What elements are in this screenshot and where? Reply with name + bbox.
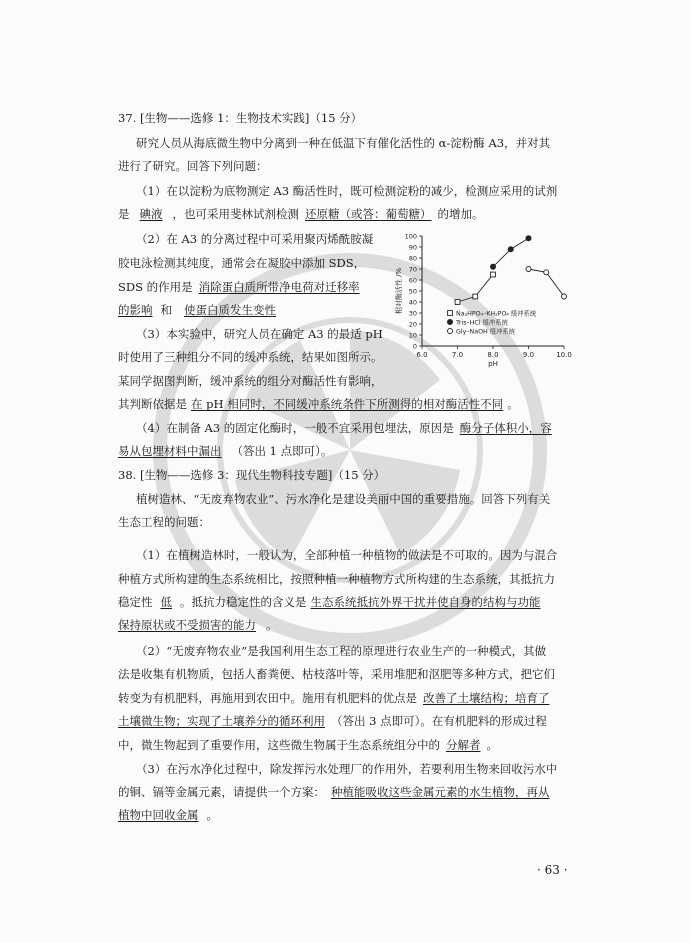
answer-blank: 低 (160, 595, 172, 609)
q38-title: 38. [生物——选修 3：现代生物科技专题]（15 分） (118, 468, 386, 482)
q38-p3-line1: （3）在污水净化过程中，除发挥污水处理厂的作用外，若要利用生物来回收污水中 (136, 762, 558, 776)
data-point (473, 294, 478, 299)
text-segment: （答出 1 点即可）。 (231, 444, 333, 458)
q37-p1-line1: （1）在以淀粉为底物测定 A3 酶活性时，既可检测淀粉的减少，检测应采用的试剂 (136, 184, 558, 198)
q37-p3-line3: 某同学据图判断，缓冲系统的组分对酶活性有影响， (118, 374, 383, 388)
y-tick-label: 40 (408, 298, 417, 307)
q38-p2-line2: 法是收集有机物质，包括人畜粪便、枯枝落叶等，采用堆肥和沤肥等多种方式，把它们 (118, 667, 555, 681)
data-point (526, 267, 531, 272)
chart-plot (394, 233, 572, 369)
y-tick-label: 0 (412, 342, 417, 351)
data-point (491, 264, 496, 269)
text-segment: 其判断依据是 (118, 397, 187, 411)
q38-p2-line1: （2）“无废弃物农业”是我国利用生态工程的原理进行农业生产的一种模式，其做 (136, 644, 547, 658)
text-segment: SDS 的作用是 (118, 280, 193, 294)
q38-intro-line1: 植树造林、“无废弃物农业”、污水净化是建设美丽中国的重要措施。回答下列有关 (136, 492, 551, 506)
q38-p2-line5 (118, 736, 498, 754)
y-tick-label: 100 (404, 232, 417, 241)
x-tick-label: 9.0 (522, 351, 535, 359)
y-tick-label: 10 (408, 331, 417, 340)
data-point (526, 236, 531, 241)
q37-p2-line2: 胶电泳检测其纯度，通常会在凝胶中添加 SDS， (118, 256, 366, 270)
y-tick-label: 20 (408, 320, 417, 329)
q37-p3-line4 (118, 395, 519, 413)
text-segment: ，也可采用斐林试剂检测 (172, 207, 299, 221)
answer-blank: 酶分子体积小，容 (459, 421, 552, 435)
data-point (544, 270, 549, 275)
q37-intro-line2: 进行了研究。回答下列问题： (118, 159, 268, 173)
legend-label: Gly–NaOH 缓冲系统 (456, 328, 515, 336)
q37-p1-line2 (118, 205, 484, 223)
y-tick-label: 90 (408, 243, 417, 252)
text-segment: 中，微生物起到了重要作用，这些微生物属于生态系统组分中的 (118, 738, 440, 752)
q38-p2-line3 (118, 689, 550, 707)
answer-blank: 易从包埋材料中漏出 (118, 444, 222, 458)
data-point (508, 247, 513, 252)
text-segment: 是 (118, 207, 130, 221)
legend-label: Na₂HPO₄–KH₂PO₄ 缓冲系统 (456, 310, 537, 318)
q38-intro-line2: 生态工程的问题： (118, 515, 210, 529)
answer-blank: 分解者 (446, 738, 481, 752)
text-segment: 。 (266, 618, 278, 632)
x-axis-label: pH (488, 360, 498, 368)
q38-p3-line2 (118, 783, 550, 801)
q38-p1-line4 (118, 616, 278, 634)
q37-p3-line2: 时使用了三种组分不同的缓冲系统，结果如图所示。 (118, 350, 383, 364)
q37-p2-line3 (118, 278, 362, 296)
answer-blank: 在 pH 相同时，不同缓冲系统条件下所测得的相对酶活性不同 (191, 397, 504, 411)
q37-p4-line1 (136, 419, 552, 437)
text-segment: 稳定性 (118, 595, 153, 609)
text-segment: 转变为有机肥料，再施用到农田中。施用有机肥料的优点是 (118, 691, 417, 705)
legend-marker (448, 320, 453, 325)
x-tick-label: 10.0 (556, 351, 572, 359)
legend-marker (448, 329, 453, 334)
answer-blank: 生态系统抵抗外界干扰并使自身的结构与功能 (310, 595, 541, 609)
answer-blank: 植物中回收金属 (118, 808, 199, 822)
q37-intro-line1: 研究人员从海底微生物中分离到一种在低温下有催化活性的 α-淀粉酶 A3，并对其 (136, 136, 551, 150)
data-point (455, 300, 460, 305)
data-point (562, 294, 567, 299)
series-line-2 (493, 238, 529, 267)
answer-blank: 使蛋白质发生变性 (184, 303, 276, 317)
q37-p3-line1: （3）本实验中，研究人员在确定 A3 的最适 pH (136, 327, 383, 341)
q37-title: 37. [生物——选修 1：生物技术实践]（15 分） (118, 111, 363, 125)
answer-blank: 土壤微生物；实现了土壤养分的循环利用 (118, 714, 325, 728)
q37-p2-line4 (118, 301, 282, 319)
y-axis-label: 相对酶活性 /% (395, 267, 403, 315)
y-tick-label: 80 (408, 254, 417, 263)
answer-blank: 保持原状或不受损害的能力 (118, 618, 256, 632)
text-segment: 的增加。 (437, 207, 484, 221)
text-segment: 。 (486, 738, 498, 752)
answer-blank: 还原糖（或答：葡萄糖） (305, 207, 432, 221)
q38-p2-line4 (118, 712, 547, 730)
x-tick-label: 7.0 (451, 351, 464, 359)
page-number: · 63 · (537, 863, 568, 877)
text-segment: 。 (206, 808, 218, 822)
answer-blank: 碘液 (139, 207, 163, 221)
answer-blank: 的影响 (118, 303, 153, 317)
q38-p1-line2: 种植方式所构建的生态系统相比，按照种植一种植物方式所构建的生态系统，其抵抗力 (118, 572, 555, 586)
y-tick-label: 60 (408, 276, 417, 285)
text-segment: 。抵抗力稳定性的含义是 (180, 595, 307, 609)
enzyme-activity-chart (392, 228, 578, 378)
answer-blank: 种植能吸收这些金属元素的水生植物，再从 (331, 785, 550, 799)
y-tick-label: 70 (408, 265, 417, 274)
q38-p1-line3 (118, 593, 541, 611)
q37-p4-line2 (118, 442, 332, 460)
q38-p3-line3 (118, 806, 218, 824)
text-segment: （4）在制备 A3 的固定化酶时，一般不宜采用包埋法，原因是 (136, 421, 454, 435)
text-segment: （答出 3 点即可）。在有机肥料的形成过程 (331, 714, 547, 728)
answer-blank: 消除蛋白质所带净电荷对迁移率 (198, 280, 360, 294)
x-tick-label: 6.0 (416, 351, 428, 359)
x-tick-label: 8.0 (487, 351, 499, 359)
q37-p2-line1: （2）在 A3 的分离过程中可采用聚丙烯酰胺凝 (136, 232, 374, 246)
y-tick-label: 30 (408, 309, 417, 318)
text-segment: 。 (507, 397, 519, 411)
legend-marker (448, 311, 453, 316)
y-tick-label: 50 (408, 287, 417, 296)
text-segment: 和 (160, 303, 172, 317)
answer-blank: 改善了土壤结构；培育了 (423, 691, 550, 705)
legend-label: Tris–HCl 缓冲系统 (456, 319, 508, 327)
q38-p1-line1: （1）在植树造林时，一般认为，全部种植一种植物的做法是不可取的。因为与混合 (136, 548, 558, 562)
data-point (491, 272, 496, 277)
text-segment: 的铜、镉等金属元素，请提供一个方案： (118, 785, 325, 799)
